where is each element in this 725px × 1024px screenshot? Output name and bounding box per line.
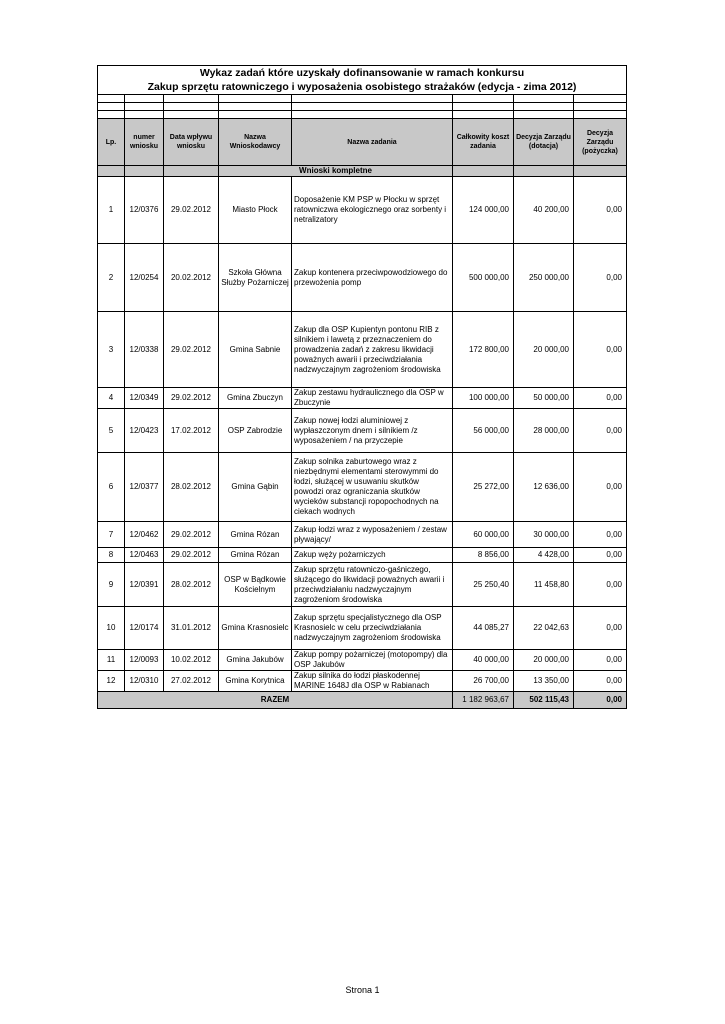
- cell-dotacja: 11 458,80: [514, 563, 574, 607]
- header-lp: Lp.: [98, 119, 125, 166]
- table-row: [98, 409, 627, 453]
- table-row: [98, 388, 627, 409]
- cell-koszt: 56 000,00: [453, 409, 514, 453]
- cell-data: 29.02.2012: [164, 177, 219, 244]
- cell-koszt: 26 700,00: [453, 671, 514, 692]
- cell-zadanie: Zakup sprzętu ratowniczo-gaśniczego, służącego do likwidacji poważnych awarii i przeciwdziałaniu nadzwyczajnym zagrożeniom środowiska: [292, 563, 453, 607]
- cell-wnioskodawca: Gmina Krasnosielc: [219, 607, 292, 650]
- cell-numer: 12/0338: [125, 312, 164, 388]
- cell-pozyczka: 0,00: [574, 522, 627, 548]
- cell-data: 28.02.2012: [164, 563, 219, 607]
- cell-numer: 12/0391: [125, 563, 164, 607]
- cell-koszt: 500 000,00: [453, 244, 514, 312]
- cell-pozyczka: 0,00: [574, 453, 627, 522]
- cell-numer: 12/0462: [125, 522, 164, 548]
- cell-data: 10.02.2012: [164, 650, 219, 671]
- cell-numer: 12/0254: [125, 244, 164, 312]
- cell-numer: 12/0377: [125, 453, 164, 522]
- cell-pozyczka: 0,00: [574, 244, 627, 312]
- cell-wnioskodawca: OSP Zabrodzie: [219, 409, 292, 453]
- cell-koszt: 124 000,00: [453, 177, 514, 244]
- cell-data: 29.02.2012: [164, 388, 219, 409]
- table-row: [98, 607, 627, 650]
- cell-zadanie: Zakup dla OSP Kupientyn pontonu RIB z silnikiem i lawetą z przeznaczeniem do prowadzenia zadań z zakresu likwidacji poważnych awarii i przeciwdziałania nadzwyczajnym zagrożeniom środowiska: [292, 312, 453, 388]
- cell-zadanie: Zakup solnika zaburtowego wraz z niezbędnymi elementami sterowymmi do łodzi, służącej w usuwaniu skutków powodzi oraz ograniczania skutków wycieków substancji ropopochodnych na ciekach wodnych: [292, 453, 453, 522]
- document-subtitle: Zakup sprzętu ratowniczego i wyposażenia osobistego strażaków (edycja - zima 2012): [98, 80, 627, 95]
- cell-numer: 12/0174: [125, 607, 164, 650]
- cell-zadanie: Zakup węży pożarniczych: [292, 548, 453, 563]
- cell-zadanie: Zakup sprzętu specjalistycznego dla OSP Krasnosielc w celu przeciwdziałania nadzwyczajnym zagrożeniom środowiska: [292, 607, 453, 650]
- cell-numer: 12/0376: [125, 177, 164, 244]
- cell-pozyczka: 0,00: [574, 177, 627, 244]
- table-row: [98, 548, 627, 563]
- cell-dotacja: 30 000,00: [514, 522, 574, 548]
- cell-wnioskodawca: Szkoła Główna Służby Pożarniczej: [219, 244, 292, 312]
- cell-data: 28.02.2012: [164, 453, 219, 522]
- cell-pozyczka: 0,00: [574, 548, 627, 563]
- cell-zadanie: Zakup nowej łodzi aluminiowej z wypłaszczonym dnem i silnikiem /z wyposażeniem / na przyczepie: [292, 409, 453, 453]
- cell-pozyczka: 0,00: [574, 388, 627, 409]
- cell-zadanie: Zakup zestawu hydraulicznego dla OSP w Zbuczynie: [292, 388, 453, 409]
- cell-pozyczka: 0,00: [574, 671, 627, 692]
- cell-zadanie: Zakup silnika do łodzi płaskodennej MARINE 1648J dla OSP w Rabianach: [292, 671, 453, 692]
- cell-zadanie: Zakup łodzi wraz z wyposażeniem / zestaw pływający/: [292, 522, 453, 548]
- cell-pozyczka: 0,00: [574, 563, 627, 607]
- cell-dotacja: 12 636,00: [514, 453, 574, 522]
- cell-zadanie: Zakup kontenera przeciwpowodziowego do przewożenia pomp: [292, 244, 453, 312]
- cell-zadanie: Zakup pompy pożarniczej (motopompy) dla OSP Jakubów: [292, 650, 453, 671]
- cell-koszt: 60 000,00: [453, 522, 514, 548]
- cell-lp: 9: [98, 563, 125, 607]
- table-row: [98, 522, 627, 548]
- cell-lp: 7: [98, 522, 125, 548]
- cell-lp: 6: [98, 453, 125, 522]
- cell-wnioskodawca: Gmina Rózan: [219, 548, 292, 563]
- cell-lp: 2: [98, 244, 125, 312]
- cell-zadanie: Doposażenie KM PSP w Płocku w sprzęt ratowniczwa ekologicznego oraz sorbenty i netralizatory: [292, 177, 453, 244]
- cell-wnioskodawca: Gmina Sabnie: [219, 312, 292, 388]
- cell-pozyczka: 0,00: [574, 409, 627, 453]
- header-numer: numer wniosku: [125, 119, 164, 166]
- table-row: [98, 312, 627, 388]
- table-row: [98, 453, 627, 522]
- spacer-row: [98, 111, 627, 119]
- cell-wnioskodawca: Miasto Płock: [219, 177, 292, 244]
- cell-wnioskodawca: OSP w Bądkowie Kościelnym: [219, 563, 292, 607]
- cell-pozyczka: 0,00: [574, 650, 627, 671]
- total-koszt: 1 182 963,67: [453, 692, 514, 709]
- section-row: [98, 166, 627, 177]
- cell-numer: 12/0349: [125, 388, 164, 409]
- table-row: [98, 650, 627, 671]
- table-row: [98, 671, 627, 692]
- cell-lp: 11: [98, 650, 125, 671]
- section-label: Wnioski kompletne: [219, 166, 453, 177]
- cell-lp: 12: [98, 671, 125, 692]
- cell-koszt: 8 856,00: [453, 548, 514, 563]
- cell-wnioskodawca: Gmina Zbuczyn: [219, 388, 292, 409]
- spacer-row: [98, 103, 627, 111]
- header-dotacja: Decyzja Zarządu (dotacja): [514, 119, 574, 166]
- table-row: [98, 177, 627, 244]
- cell-koszt: 44 085,27: [453, 607, 514, 650]
- cell-data: 29.02.2012: [164, 312, 219, 388]
- cell-dotacja: 40 200,00: [514, 177, 574, 244]
- cell-data: 31.01.2012: [164, 607, 219, 650]
- cell-koszt: 25 272,00: [453, 453, 514, 522]
- total-dotacja: 502 115,43: [514, 692, 574, 709]
- cell-dotacja: 20 000,00: [514, 312, 574, 388]
- cell-koszt: 100 000,00: [453, 388, 514, 409]
- cell-numer: 12/0423: [125, 409, 164, 453]
- cell-data: 29.02.2012: [164, 548, 219, 563]
- cell-wnioskodawca: Gmina Rózan: [219, 522, 292, 548]
- cell-numer: 12/0093: [125, 650, 164, 671]
- page-footer: Strona 1: [345, 985, 380, 995]
- cell-lp: 4: [98, 388, 125, 409]
- cell-dotacja: 4 428,00: [514, 548, 574, 563]
- cell-numer: 12/0310: [125, 671, 164, 692]
- cell-data: 29.02.2012: [164, 522, 219, 548]
- cell-wnioskodawca: Gmina Korytnica: [219, 671, 292, 692]
- cell-dotacja: 28 000,00: [514, 409, 574, 453]
- header-row: [98, 119, 627, 166]
- cell-dotacja: 22 042,63: [514, 607, 574, 650]
- header-data: Data wpływu wniosku: [164, 119, 219, 166]
- cell-lp: 3: [98, 312, 125, 388]
- total-label: RAZEM: [98, 692, 453, 709]
- cell-lp: 10: [98, 607, 125, 650]
- table-row: [98, 563, 627, 607]
- cell-data: 17.02.2012: [164, 409, 219, 453]
- table-row: [98, 244, 627, 312]
- spacer-row: [98, 95, 627, 103]
- cell-data: 20.02.2012: [164, 244, 219, 312]
- cell-lp: 1: [98, 177, 125, 244]
- cell-numer: 12/0463: [125, 548, 164, 563]
- header-pozyczka: Decyzja Zarządu (pożyczka): [574, 119, 627, 166]
- cell-wnioskodawca: Gmina Jakubów: [219, 650, 292, 671]
- funding-table: [97, 65, 627, 709]
- document-title: Wykaz zadań które uzyskały dofinansowanie w ramach konkursu: [98, 66, 627, 80]
- cell-dotacja: 50 000,00: [514, 388, 574, 409]
- cell-lp: 5: [98, 409, 125, 453]
- total-pozyczka: 0,00: [574, 692, 627, 709]
- cell-dotacja: 250 000,00: [514, 244, 574, 312]
- cell-lp: 8: [98, 548, 125, 563]
- cell-pozyczka: 0,00: [574, 607, 627, 650]
- cell-koszt: 25 250,40: [453, 563, 514, 607]
- cell-pozyczka: 0,00: [574, 312, 627, 388]
- cell-data: 27.02.2012: [164, 671, 219, 692]
- total-row: [98, 692, 627, 709]
- cell-dotacja: 20 000,00: [514, 650, 574, 671]
- cell-koszt: 172 800,00: [453, 312, 514, 388]
- header-zadanie: Nazwa zadania: [292, 119, 453, 166]
- cell-dotacja: 13 350,00: [514, 671, 574, 692]
- header-wnioskodawca: Nazwa Wnioskodawcy: [219, 119, 292, 166]
- cell-wnioskodawca: Gmina Gąbin: [219, 453, 292, 522]
- cell-koszt: 40 000,00: [453, 650, 514, 671]
- header-koszt: Całkowity koszt zadania: [453, 119, 514, 166]
